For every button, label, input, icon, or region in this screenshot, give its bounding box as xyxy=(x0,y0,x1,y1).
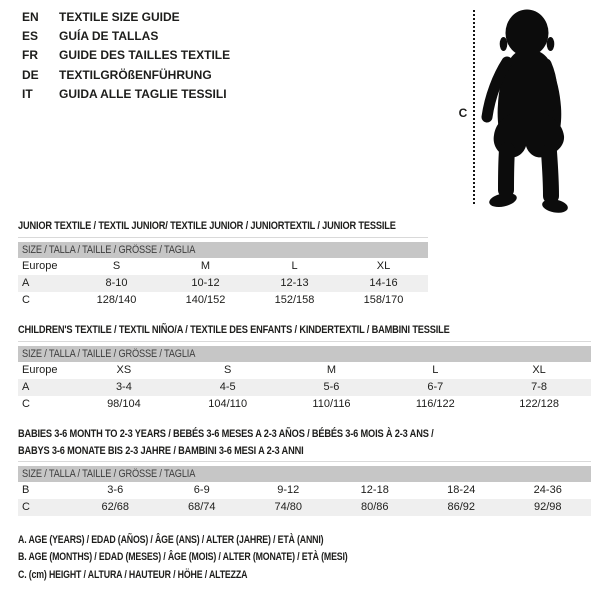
table-cell: 3-4 xyxy=(115,381,132,393)
language-item xyxy=(22,27,230,46)
table-size-header-text: SIZE / TALLA / TAILLE / GRÖSSE / TAGLIA xyxy=(22,468,196,480)
table-top-rule xyxy=(18,237,428,238)
table-cell: 128/140 xyxy=(96,294,137,306)
table-cell: 12-13 xyxy=(280,277,309,289)
table-cell: XL xyxy=(376,260,391,272)
footnote-text: C. (cm) HEIGHT / ALTURA / HAUTEUR / HÖHE / ALTEZZA xyxy=(18,568,248,581)
table-cell: 152/158 xyxy=(274,294,315,306)
table-cell: 80/86 xyxy=(360,501,389,513)
language-list xyxy=(22,8,230,104)
table-cell: 6-9 xyxy=(193,484,210,496)
table-cell: 122/128 xyxy=(519,398,559,410)
table-size-header xyxy=(18,346,591,362)
table-cell: M xyxy=(200,260,211,272)
toddler-silhouette-icon xyxy=(479,0,579,220)
table-row xyxy=(18,275,428,292)
table-row xyxy=(18,499,591,516)
row-label: C xyxy=(22,501,30,513)
table-cell: L xyxy=(432,364,439,376)
size-table xyxy=(18,237,428,309)
table-cell: 62/68 xyxy=(101,501,130,513)
row-label: Europe xyxy=(22,260,58,272)
table-cell: 98/104 xyxy=(107,398,141,410)
table-size-header xyxy=(18,242,428,258)
table-cell: L xyxy=(291,260,298,272)
table-cell: 14-16 xyxy=(369,277,398,289)
size-table xyxy=(18,461,591,516)
table-cell: 104/110 xyxy=(208,398,248,410)
language-label: GUÍA DE TALLAS xyxy=(59,29,159,44)
table-cell: S xyxy=(112,260,121,272)
language-label: GUIDE DES TAILLES TEXTILE xyxy=(59,48,231,63)
height-measure-dotted-line xyxy=(473,10,475,204)
table-cell: 5-6 xyxy=(323,381,340,393)
size-table-section-children xyxy=(18,324,591,413)
table-title xyxy=(18,220,428,233)
size-table-section-junior xyxy=(18,220,428,309)
table-row xyxy=(18,379,591,396)
language-item xyxy=(22,46,230,65)
table-row xyxy=(18,362,591,379)
table-cell: 158/170 xyxy=(363,294,404,306)
table-cell: 18-24 xyxy=(447,484,476,496)
language-label: TEXTILGRÖßENFÜHRUNG xyxy=(59,67,212,82)
height-measure-label: C xyxy=(458,106,468,120)
table-cell: 8-10 xyxy=(105,277,128,289)
table-title-text: JUNIOR TEXTILE / TEXTIL JUNIOR/ TEXTILE JUNIOR / JUNIORTEXTIL / JUNIOR TESSILE xyxy=(18,220,396,232)
language-code: ES xyxy=(22,29,39,44)
table-cell: 3-6 xyxy=(107,484,124,496)
language-code: DE xyxy=(22,67,39,82)
table-cell: 12-18 xyxy=(360,484,389,496)
table-cell: 7-8 xyxy=(531,381,548,393)
footnote-text: B. AGE (MONTHS) / EDAD (MESES) / ÂGE (MOIS) / ALTER (MONATE) / ETÀ (MESI) xyxy=(18,551,348,564)
footnotes xyxy=(18,532,430,584)
row-label: C xyxy=(22,398,30,410)
table-cell: 110/116 xyxy=(312,398,351,410)
table-cell: XS xyxy=(116,364,132,376)
table-cell: 6-7 xyxy=(427,381,444,393)
table-row xyxy=(18,482,591,499)
table-cell: XL xyxy=(532,364,546,376)
table-cell: 140/152 xyxy=(185,294,226,306)
footnote-line xyxy=(18,532,430,549)
row-label: Europe xyxy=(22,364,58,376)
language-label: TEXTILE SIZE GUIDE xyxy=(59,10,180,24)
table-cell: 10-12 xyxy=(191,277,220,289)
size-table xyxy=(18,341,591,413)
footnote-text: A. AGE (YEARS) / EDAD (AÑOS) / ÂGE (ANS) / ALTER (JAHRE) / ETÀ (ANNI) xyxy=(18,534,324,546)
footnote-line xyxy=(18,567,430,584)
table-size-header-text: SIZE / TALLA / TAILLE / GRÖSSE / TAGLIA xyxy=(22,244,196,256)
language-item xyxy=(22,8,230,27)
size-table-section-babies xyxy=(18,426,591,516)
size-figure xyxy=(455,0,600,220)
language-code: IT xyxy=(22,86,33,101)
language-label: GUIDA ALLE TAGLIE TESSILI xyxy=(59,86,227,101)
table-cell: 68/74 xyxy=(187,501,216,513)
table-size-header-text: SIZE / TALLA / TAILLE / GRÖSSE / TAGLIA xyxy=(22,348,196,360)
language-item xyxy=(22,85,230,104)
table-cell: 9-12 xyxy=(277,484,300,496)
table-cell: 86/92 xyxy=(447,501,476,513)
table-title-text: BABIES 3-6 MONTH TO 2-3 YEARS / BEBÉS 3-6 MESES A 2-3 AÑOS / BÉBÉS 3-6 MOIS À 2-3 ANS / BABYS 3-6 MONATE BIS 2-3 JAHRE / BAMBINI 3-6 MESI A 2-3 ANNI xyxy=(18,428,434,457)
table-top-rule xyxy=(18,341,591,342)
table-title xyxy=(18,324,591,337)
language-code: FR xyxy=(22,48,38,63)
table-cell: M xyxy=(326,364,337,376)
row-label: A xyxy=(22,381,30,393)
language-item xyxy=(22,66,230,85)
table-cell: S xyxy=(224,364,232,376)
language-code: EN xyxy=(22,10,39,24)
row-label: C xyxy=(22,294,30,306)
table-cell: 92/98 xyxy=(533,501,562,513)
table-row xyxy=(18,292,428,309)
table-cell: 74/80 xyxy=(274,501,303,513)
table-cell: 116/122 xyxy=(415,398,455,410)
row-label: B xyxy=(22,484,30,496)
table-row xyxy=(18,396,591,413)
table-cell: 4-5 xyxy=(219,381,236,393)
table-cell: 24-36 xyxy=(533,484,562,496)
row-label: A xyxy=(22,277,30,289)
table-title xyxy=(18,426,591,459)
table-row xyxy=(18,258,428,275)
table-top-rule xyxy=(18,461,591,462)
table-size-header xyxy=(18,466,591,482)
table-title-text: CHILDREN'S TEXTILE / TEXTIL NIÑO/A / TEXTILE DES ENFANTS / KINDERTEXTIL / BAMBINI TESSILE xyxy=(18,324,450,336)
footnote-line xyxy=(18,549,430,566)
